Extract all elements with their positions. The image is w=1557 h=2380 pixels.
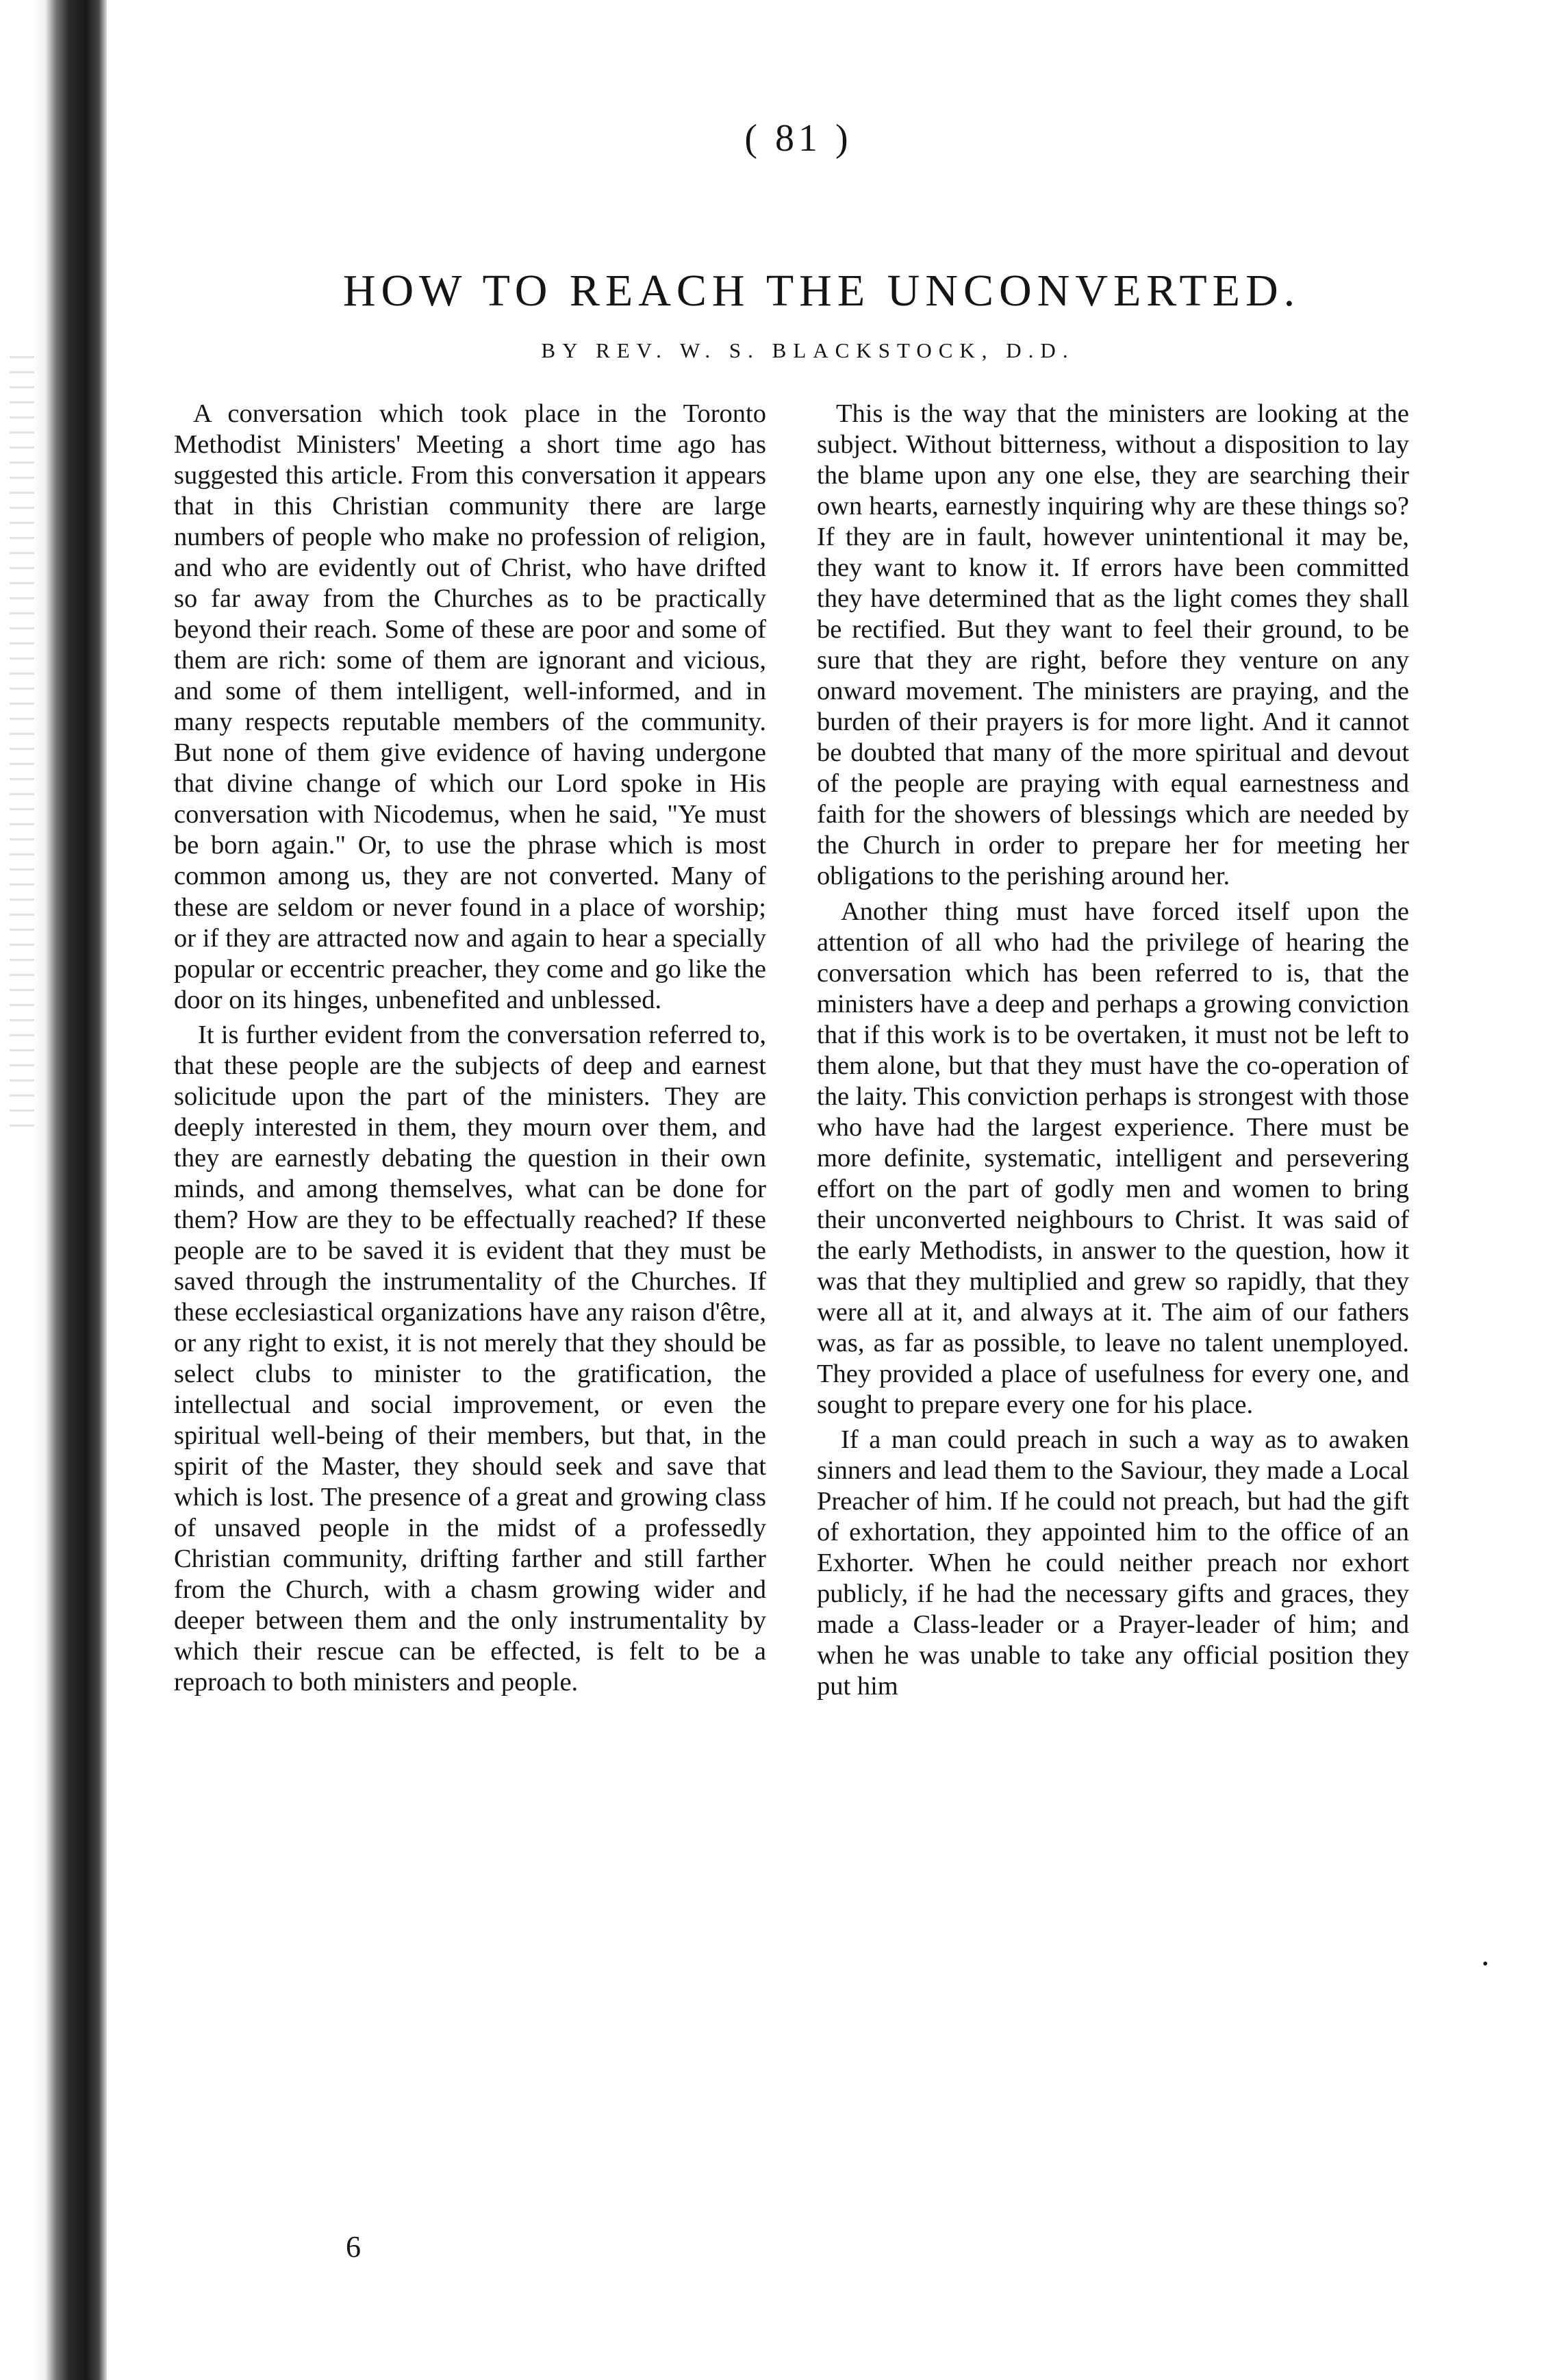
scanned-binding-edge	[33, 0, 107, 2380]
left-text-column	[174, 399, 766, 1698]
left-paragraph-2: It is further evident from the conversation referred to, that these people are the subjects of deep and earnest solicitude upon the part of the ministers. They are deeply interested in them, they mourn over them, and they are earnestly debating the question in their own minds, and among themselves, what can be done for them? How are they to be effectually reached? If these people are to be saved it is evident that they must be saved through the instrumentality of the Churches. If these ecclesiastical organizations have any raison d'être, or any right to exist, it is not merely that they should be select clubs to minister to the gratification, the intellectual and social improvement, or even the spiritual well-being of their members, but that, in the spirit of the Master, they should seek and save that which is lost. The presence of a great and growing class of unsaved people in the midst of a professedly Christian community, drifting farther and still farther from the Church, with a chasm growing wider and deeper between them and the only instrumentality by which their rescue can be effected, is felt to be a reproach to both ministers and people.	[174, 1020, 766, 1697]
byline: BY REV. W. S. BLACKSTOCK, D.D.	[541, 338, 1075, 362]
left-paragraph-1: A conversation which took place in the Toronto Methodist Ministers' Meeting a short time ago has suggested this article. From this conversation it appears that in this Christian community there are large numbers of people who make no profession of religion, and who are evidently out of Christ, who have drifted so far away from the Churches as to be practically beyond their reach. Some of these are poor and some of them are rich: some of them are ignorant and vicious, and some of them intelligent, well-informed, and in many respects reputable members of the community. But none of them give evidence of having undergone that divine change of which our Lord spoke in His conversation with Nicodemus, when he said, "Ye must be born again." Or, to use the phrase which is most common among us, they are not converted. Many of these are seldom or never found in a place of worship; or if they are attracted now and again to hear a specially popular or eccentric preacher, they come and go like the door on its hinges, unbenefited and unblessed.	[174, 399, 766, 1014]
article-title: HOW TO REACH THE UNCONVERTED.	[342, 266, 1301, 316]
right-paragraph-3: If a man could preach in such a way as to awaken sinners and lead them to the Saviour, they made a Local Preacher of him. If he could not preach, but had the gift of exhortation, they appointed him to the office of an Exhorter. When he could neither preach nor exhort publicly, if he had the necessary gifts and graces, they made a Class-leader or a Prayer-leader of him; and when he was unable to take any official position they put him	[817, 1425, 1409, 1701]
folio-mark: 6	[346, 2230, 361, 2264]
right-text-column	[817, 399, 1409, 1702]
page-number: ( 81 )	[744, 117, 852, 160]
right-paragraph-2: Another thing must have forced itself upon the attention of all who had the privilege of hearing the conversation which has been referred to is, that the ministers have a deep and perhaps a growing conviction that if this work is to be overtaken, it must not be left to them alone, but that they must have the co-operation of the laity. This conviction perhaps is strongest with those who have had the largest experience. There must be more definite, systematic, intelligent and persevering effort on the part of godly men and women to bring their unconverted neighbours to Christ. It was said of the early Methodists, in answer to the question, how it was that they multiplied and grew so rapidly, that they were all at it, and always at it. The aim of our fathers was, as far as possible, to leave no talent unemployed. They provided a place of usefulness for every one, and sought to prepare every one for his place.	[817, 897, 1409, 1419]
right-paragraph-1: This is the way that the ministers are looking at the subject. Without bitterness, without a disposition to lay the blame upon any one else, they are searching their own hearts, earnestly inquiring why are these things so? If they are in fault, however unintentional it may be, they want to know it. If errors have been committed they have determined that as the light comes they shall be rectified. But they want to feel their ground, to be sure that they are right, before they venture on any onward movement. The ministers are praying, and the burden of their prayers is for more light. And it cannot be doubted that many of the more spiritual and devout of the people are praying with equal earnestness and faith for the showers of blessings which are needed by the Church in order to prepare her for meeting her obligations to the perishing around her.	[817, 399, 1409, 891]
margin-dot-mark: •	[1482, 1955, 1489, 1973]
